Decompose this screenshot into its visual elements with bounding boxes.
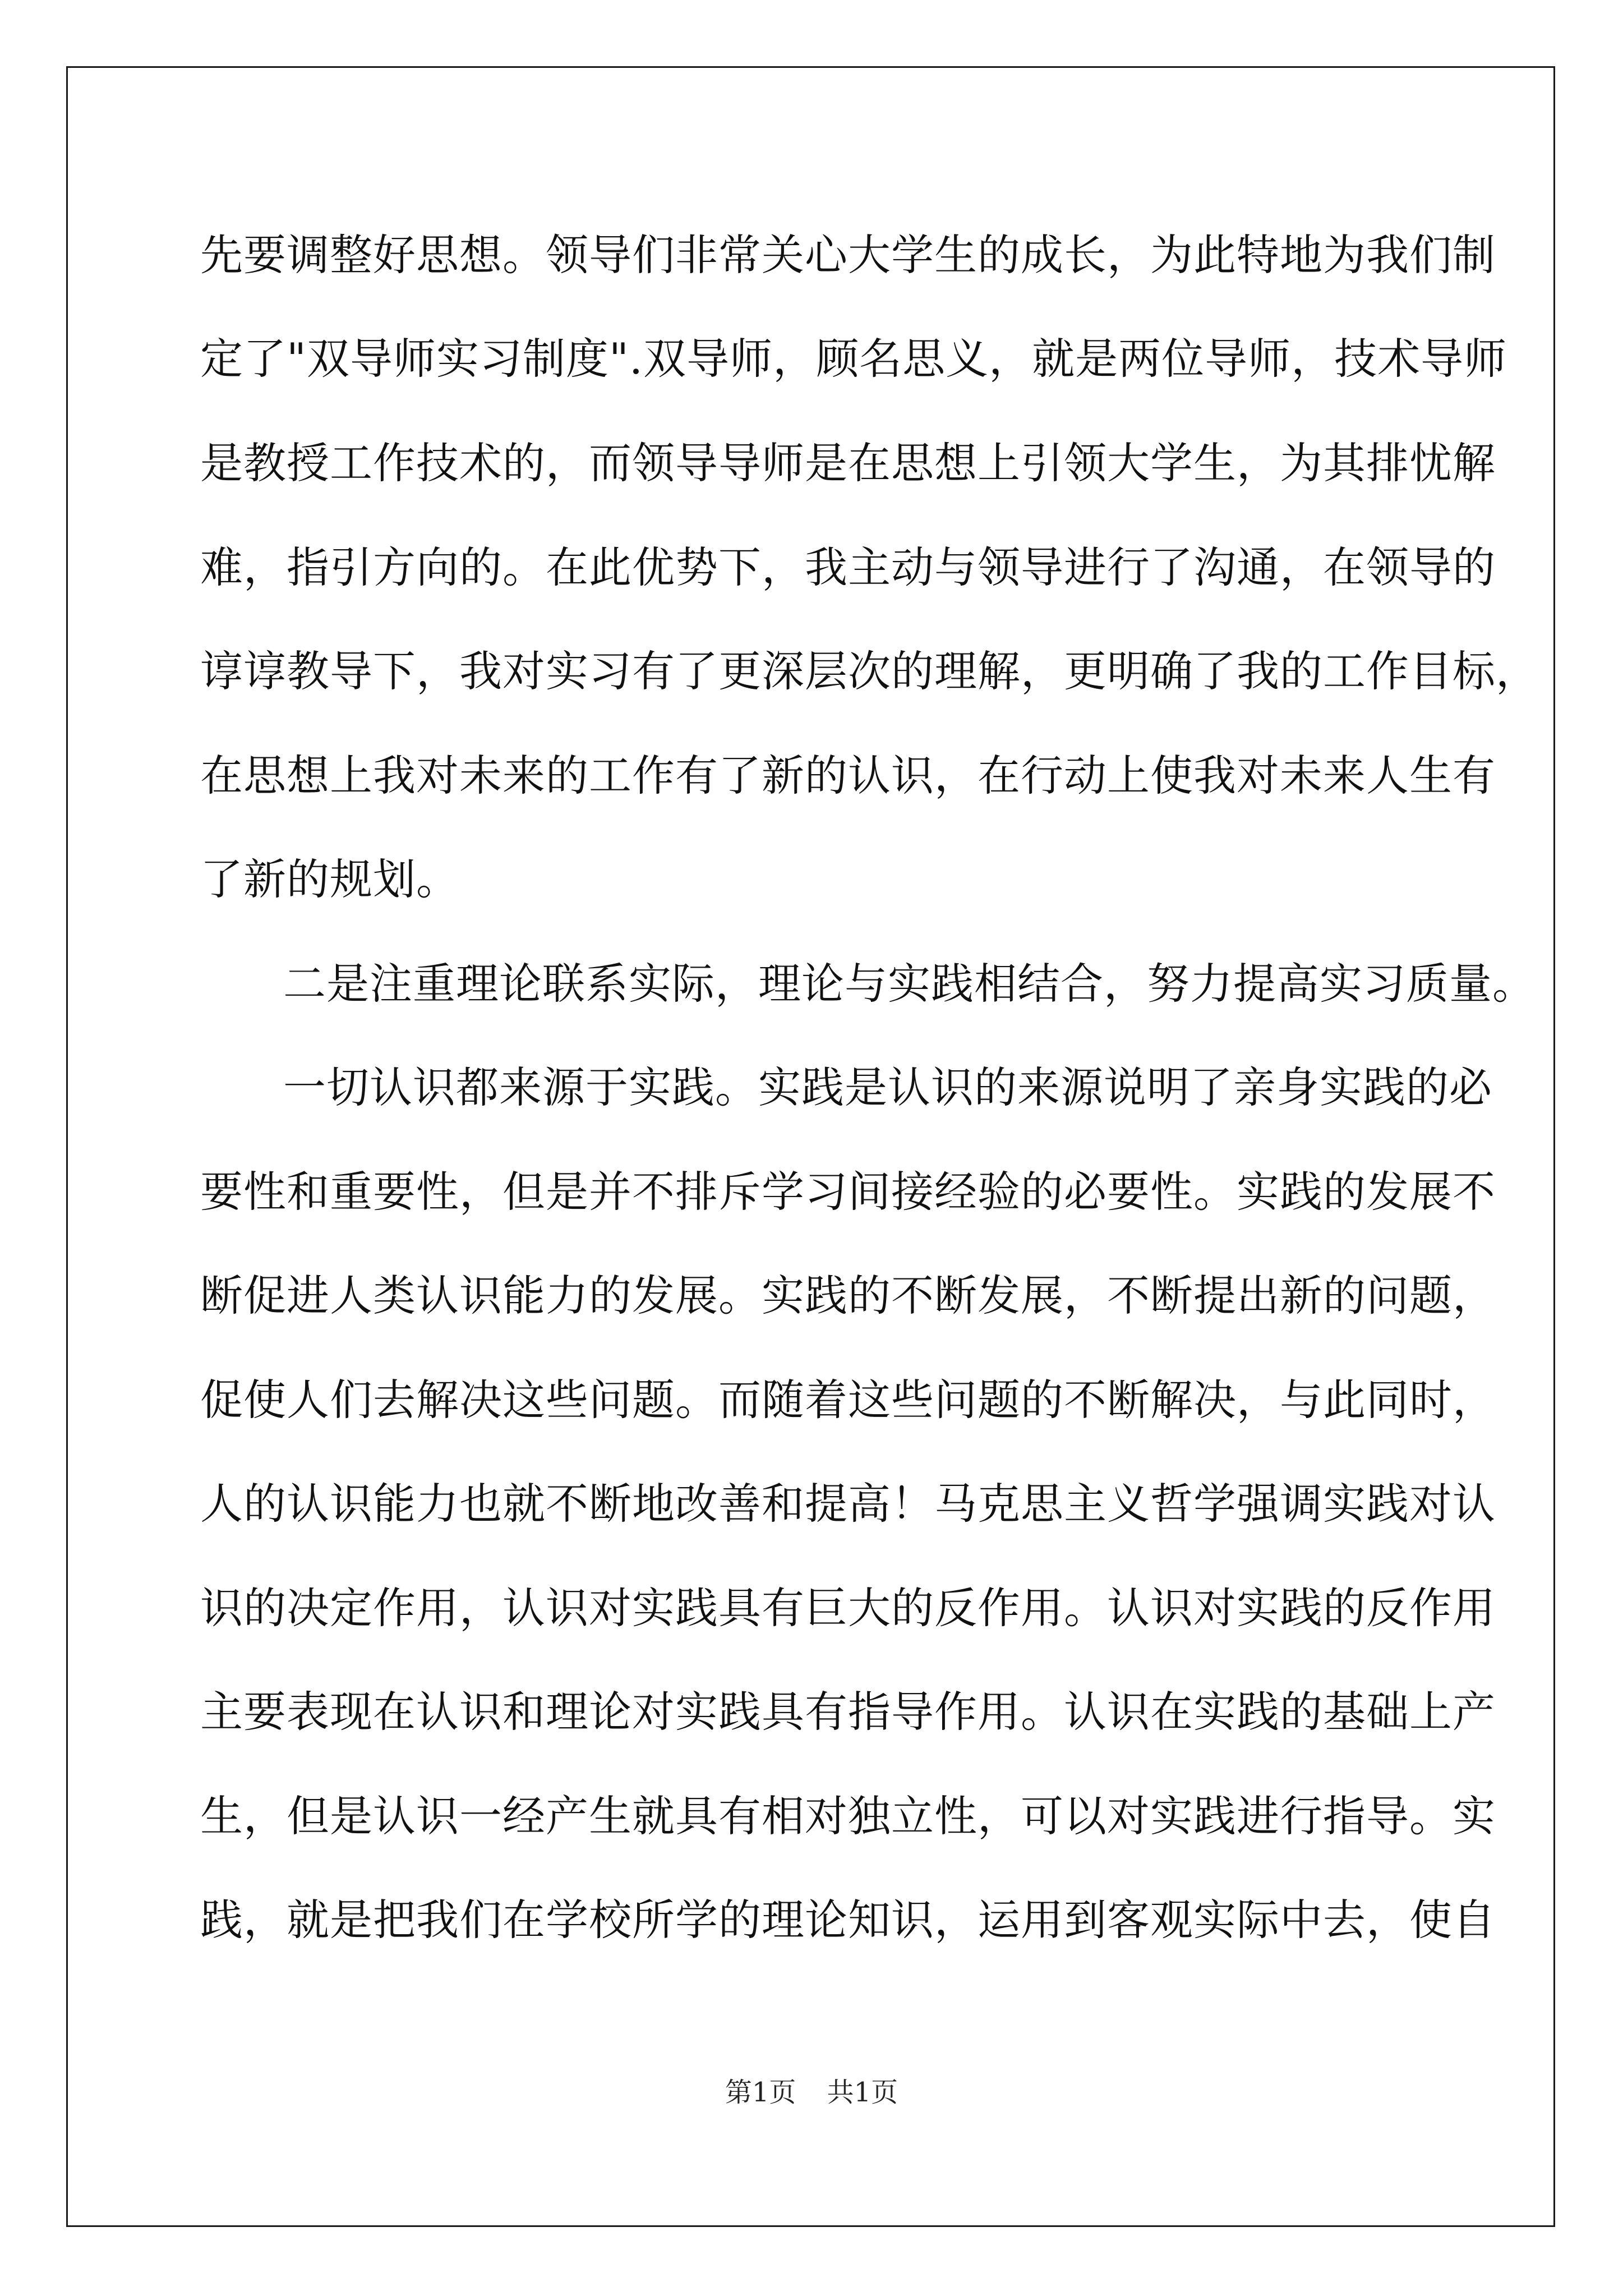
text-line: 识的决定作用，认识对实践具有巨大的反作用。认识对实践的反作用 [200,1583,1496,1633]
text-line: 在思想上我对未来的工作有了新的认识，在行动上使我对未来人生有 [200,751,1496,800]
page-number: 第1页 [725,2077,796,2108]
page-count: 共1页 [827,2077,898,2108]
text-line: 谆谆教导下，我对实习有了更深层次的理解，更明确了我的工作目标， [200,646,1539,696]
text-line: 是教授工作技术的，而领导导师是在思想上引领大学生，为其排忧解 [200,438,1496,488]
text-line: 践，就是把我们在学校所学的理论知识，运用到客观实际中去，使自 [200,1895,1496,1945]
text-line: 了新的规划。 [200,854,459,904]
text-line: 定了"双导师实习制度".双导师，顾名思义，就是两位导师，技术导师 [200,334,1507,384]
text-line: 人的认识能力也就不断地改善和提高！马克思主义哲学强调实践对认 [200,1479,1496,1529]
text-line: 二是注重理论联系实际，理论与实践相结合，努力提高实习质量。 [283,959,1536,1009]
text-line: 要性和重要性，但是并不排斥学习间接经验的必要性。实践的发展不 [200,1167,1496,1217]
text-line: 生，但是认识一经产生就具有相对独立性，可以对实践进行指导。实 [200,1791,1496,1841]
text-line: 难，指引方向的。在此优势下，我主动与领导进行了沟通，在领导的 [200,542,1496,592]
text-line: 一切认识都来源于实践。实践是认识的来源说明了亲身实践的必 [283,1062,1492,1112]
text-line: 断促进人类认识能力的发展。实践的不断发展，不断提出新的问题， [200,1271,1496,1320]
page-footer [0,2076,1623,2109]
text-line: 促使人们去解决这些问题。而随着这些问题的不断解决，与此同时， [200,1375,1496,1425]
text-line: 先要调整好思想。领导们非常关心大学生的成长，为此特地为我们制 [200,230,1496,280]
text-line: 主要表现在认识和理论对实践具有指导作用。认识在实践的基础上产 [200,1687,1496,1737]
